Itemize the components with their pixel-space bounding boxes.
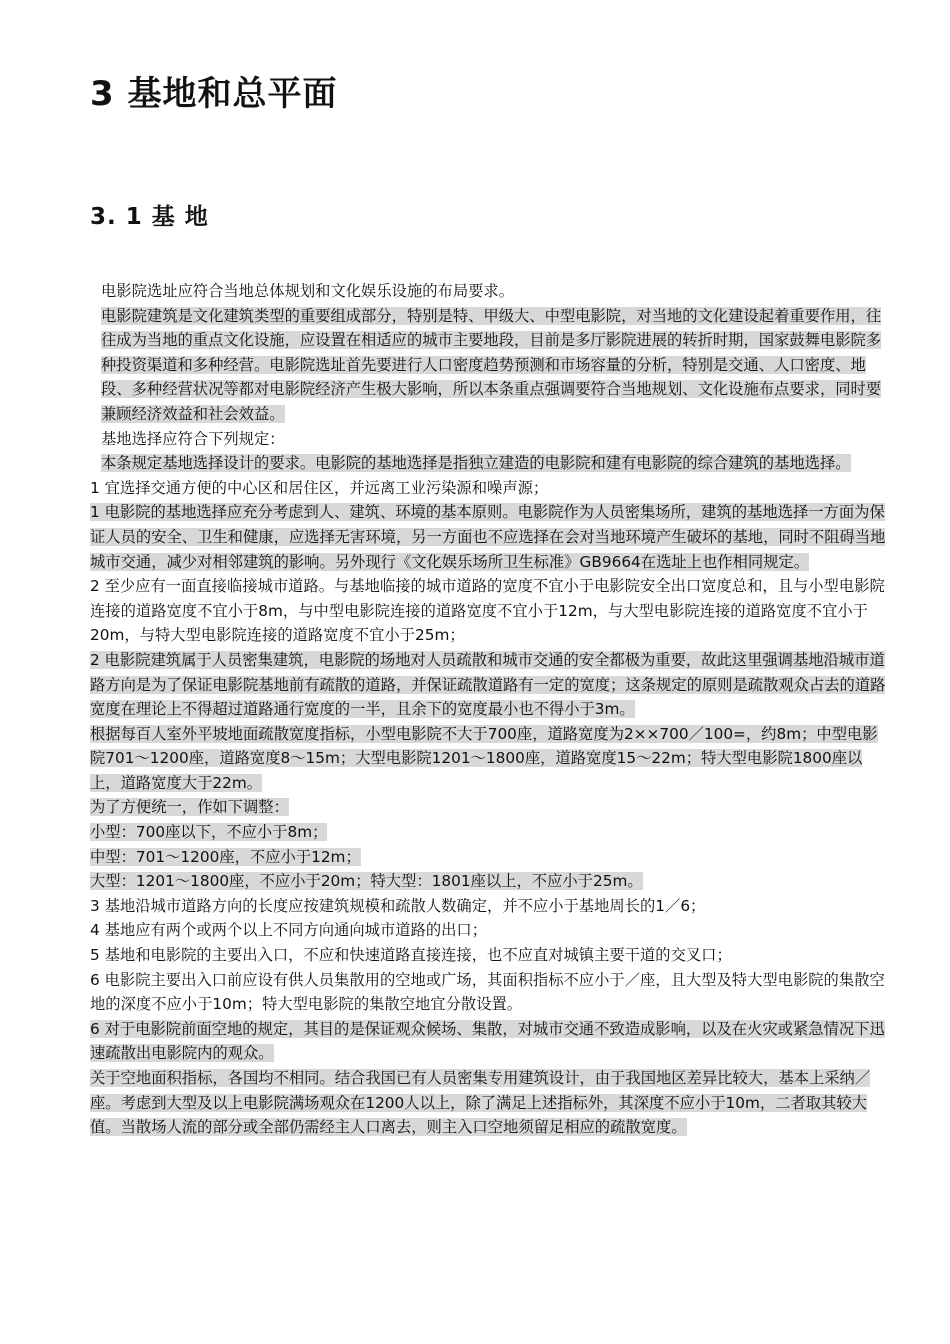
paragraph-text: 大型：1201～1800座，不应小于20m；特大型：1801座以上，不应小于25m。 [90, 872, 643, 891]
paragraph [90, 427, 890, 452]
highlighted-paragraph [90, 1066, 890, 1140]
paragraph-text: 3 基地沿城市道路方向的长度应按建筑规模和疏散人数确定，并不应小于基地周长的1／6； [90, 896, 706, 915]
highlighted-paragraph [90, 845, 890, 870]
highlighted-paragraph [90, 1017, 890, 1066]
paragraph [90, 574, 890, 648]
paragraph-text: 为了方便统一，作如下调整： [90, 798, 289, 817]
paragraph-text: 本条规定基地选择设计的要求。电影院的基地选择是指独立建造的电影院和建有电影院的综合建筑的基地选择。 [101, 454, 851, 473]
paragraph [90, 968, 890, 1017]
paragraph-text: 5 基地和电影院的主要出入口，不应和快速道路直接连接，也不应直对城镇主要干道的交叉口； [90, 946, 732, 965]
section-title: 3. 1 基 地 [90, 204, 209, 230]
highlighted-paragraph [90, 500, 890, 574]
paragraph-text: 根据每百人室外平坡地面疏散宽度指标，小型电影院不大于700座，道路宽度为2××700／100=，约8m；中型电影院701～1200座，道路宽度8～15m；大型电影院1201～1800座，道路宽度15～22m；特大型电影院1800座以上，道路宽度大于22m。 [90, 724, 878, 792]
highlighted-paragraph [90, 722, 890, 796]
highlighted-paragraph [90, 869, 890, 894]
paragraph [90, 279, 890, 304]
paragraph [90, 918, 890, 943]
paragraph-text: 小型：700座以下，不应小于8m； [90, 823, 328, 842]
paragraph-text: 关于空地面积指标，各国均不相同。结合我国已有人员密集专用建筑设计，由于我国地区差异比较大，基本上采纳／座。考虑到大型及以上电影院满场观众在1200人以上，除了满足上述指标外，其深度不应小于10m，二者取其较大值。当散场人流的部分或全部仍需经主人口离去，则主入口空地须留足相应的疏散宽度。 [90, 1069, 871, 1137]
highlighted-paragraph [90, 648, 890, 722]
paragraph-text: 2 电影院建筑属于人员密集建筑，电影院的场地对人员疏散和城市交通的安全都极为重要，故此这里强调基地沿城市道路方向是为了保证电影院基地前有疏散的道路，并保证疏散道路有一定的宽度；这条规定的原则是疏散观众占去的道路宽度在理论上不得超过道路通行宽度的一半，且余下的宽度最小也不得小于3m。 [90, 650, 886, 719]
highlighted-paragraph [90, 451, 890, 476]
paragraph-text: 4 基地应有两个或两个以上不同方向通向城市道路的出口； [90, 921, 488, 940]
body-text [90, 279, 890, 1140]
paragraph-text: 电影院建筑是文化建筑类型的重要组成部分，特别是特、甲级大、中型电影院，对当地的文化建设起着重要作用，往往成为当地的重点文化设施，应设置在相适应的城市主要地段，目前是多厅影院进展的转折时期，国家鼓舞电影院多种投资渠道和多种经营。电影院选址首先要进行人口密度趋势预测和市场容量的分析，特别是交通、人口密度、地段、多种经营状况等都对电影院经济产生极大影响，所以本条重点强调要符合当地规划、文化设施布点要求，同时要兼顾经济效益和社会效益。 [101, 306, 882, 423]
paragraph-text: 6 电影院主要出入口前应设有供人员集散用的空地或广场，其面积指标不应小于／座，且大型及特大型电影院的集散空地的深度不应小于10m；特大型电影院的集散空地宜分散设置。 [90, 970, 885, 1014]
paragraph [90, 894, 890, 919]
highlighted-paragraph [90, 820, 890, 845]
paragraph-text: 1 电影院的基地选择应充分考虑到人、建筑、环境的基本原则。电影院作为人员密集场所，建筑的基地选择一方面为保证人员的安全、卫生和健康，应选择无害环境，另一方面也不应选择在会对当地环境产生破坏的基地，同时不阻碍当地城市交通，减少对相邻建筑的影响。另外现行《文化娱乐场所卫生标准》GB9664在选址上也作相同规定。 [90, 503, 886, 571]
paragraph-text: 电影院选址应符合当地总体规划和文化娱乐设施的布局要求。 [101, 282, 515, 300]
chapter-title: 3 基地和总平面 [90, 74, 338, 114]
paragraph-text: 2 至少应有一面直接临接城市道路。与基地临接的城市道路的宽度不宜小于电影院安全出口宽度总和，且与小型电影院连接的道路宽度不宜小于8m，与中型电影院连接的道路宽度不宜小于12m，与大型电影院连接的道路宽度不宜小于20m，与特大型电影院连接的道路宽度不宜小于25m； [90, 577, 885, 645]
highlighted-paragraph [90, 304, 890, 427]
paragraph [90, 476, 890, 501]
paragraph-text: 1 宜选择交通方便的中心区和居住区，并远离工业污染源和噪声源； [90, 478, 549, 497]
highlighted-paragraph [90, 795, 890, 820]
paragraph [90, 943, 890, 968]
paragraph-text: 基地选择应符合下列规定： [101, 429, 285, 448]
paragraph-text: 6 对于电影院前面空地的规定，其目的是保证观众候场、集散，对城市交通不致造成影响，以及在火灾或紧急情况下迅速疏散出电影院内的观众。 [90, 1019, 885, 1063]
paragraph-text: 中型：701～1200座，不应小于12m； [90, 847, 361, 866]
